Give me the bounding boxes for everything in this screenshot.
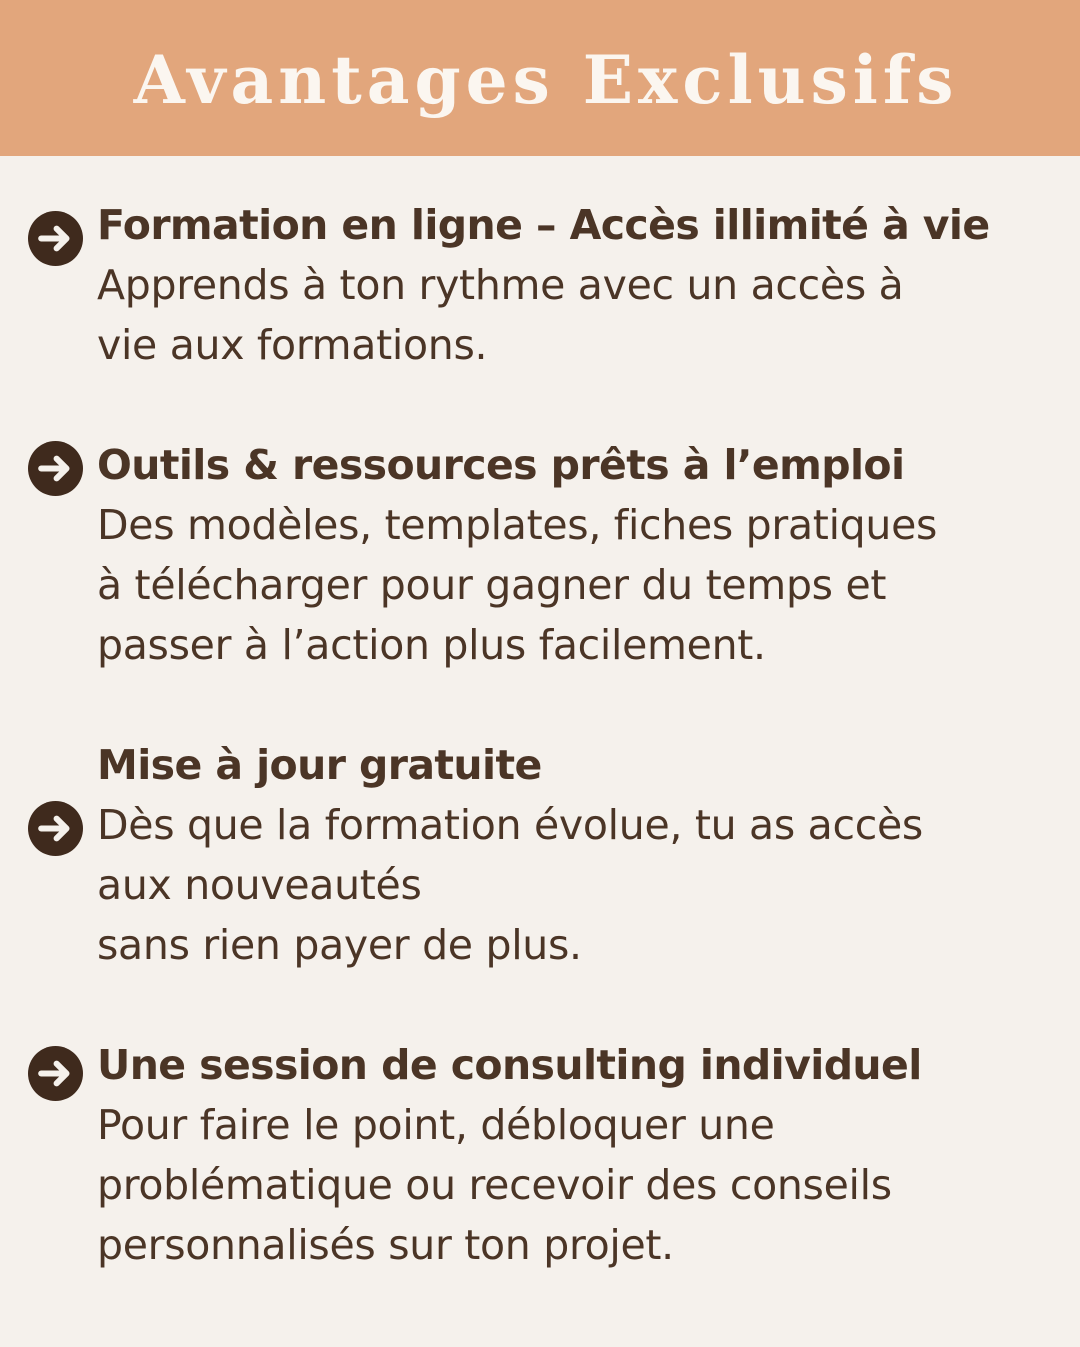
benefit-description-line: passer à l’action plus facilement. [97, 621, 766, 669]
benefit-description-line: à télécharger pour gagner du temps et [97, 561, 887, 609]
benefit-item [97, 435, 1072, 675]
benefit-title: Outils & ressources prêts à l’emploi [97, 441, 905, 489]
benefit-title: Une session de consulting individuel [97, 1041, 922, 1089]
arrow-right-circle-icon [28, 801, 83, 856]
benefit-description-line: aux nouveautés [97, 861, 422, 909]
page-title: Avantages Exclusifs [133, 41, 959, 119]
benefit-description-line: problématique ou recevoir des conseils [97, 1161, 892, 1209]
benefit-description-line: Dès que la formation évolue, tu as accès [97, 801, 923, 849]
benefit-description-line: personnalisés sur ton projet. [97, 1221, 674, 1269]
benefit-item [97, 1035, 1072, 1275]
header-banner [0, 0, 1080, 156]
benefit-description-line: Des modèles, templates, fiches pratiques [97, 501, 938, 549]
benefit-description-line: Pour faire le point, débloquer une [97, 1101, 775, 1149]
benefit-title: Formation en ligne – Accès illimité à vie [97, 201, 990, 249]
benefit-item [97, 195, 1072, 375]
benefit-description-line: vie aux formations. [97, 321, 488, 369]
benefit-title: Mise à jour gratuite [97, 741, 542, 789]
arrow-right-circle-icon [28, 211, 83, 266]
arrow-right-circle-icon [28, 441, 83, 496]
benefit-description-line: sans rien payer de plus. [97, 921, 582, 969]
benefit-description-line: Apprends à ton rythme avec un accès à [97, 261, 904, 309]
arrow-right-circle-icon [28, 1046, 83, 1101]
benefit-item [97, 735, 1072, 975]
